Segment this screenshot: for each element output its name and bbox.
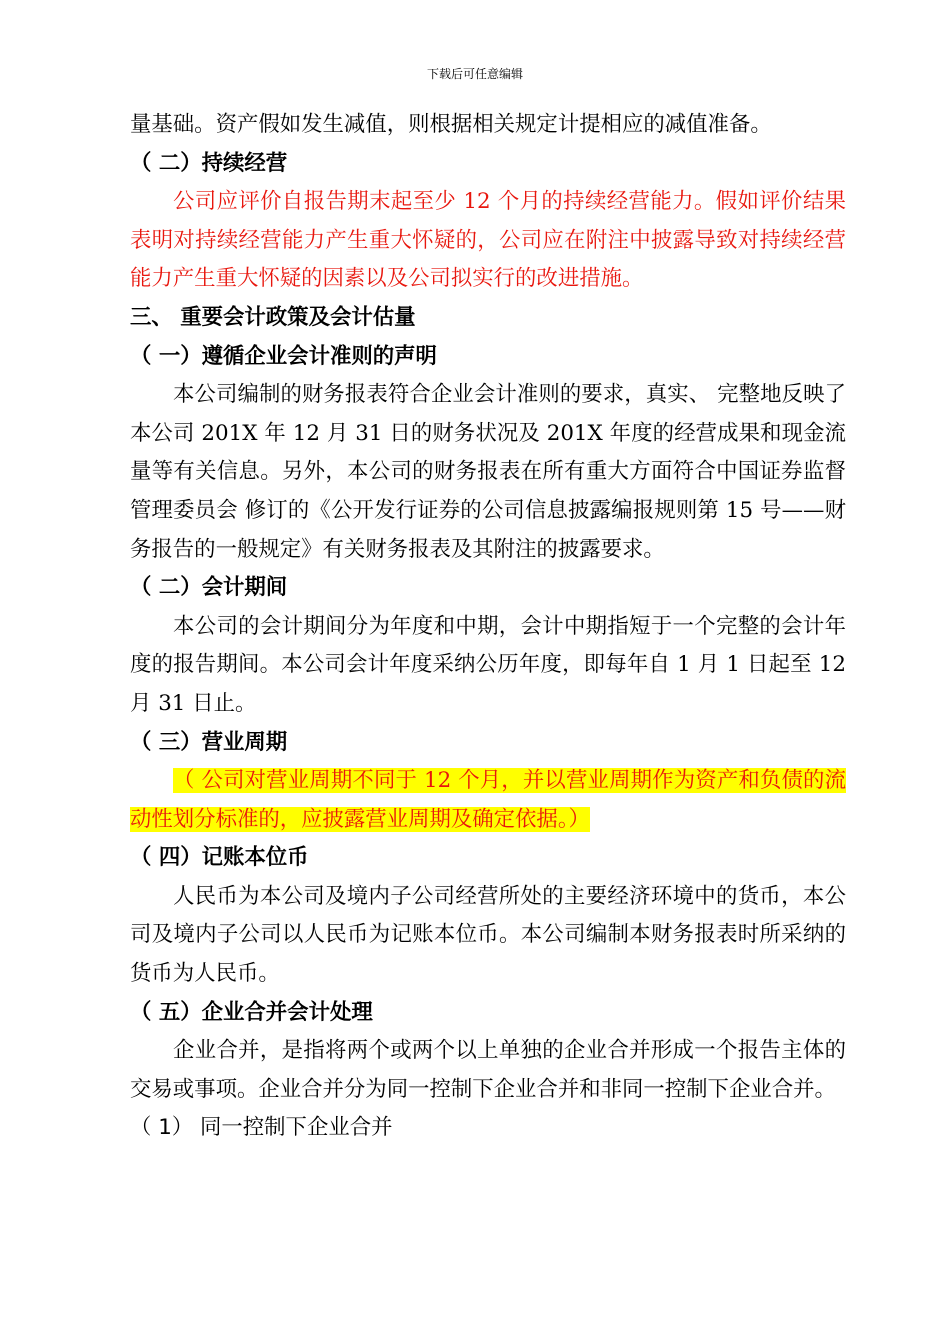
heading-same-control-combination: （ 1） 同一控制下企业合并 (130, 1115, 393, 1141)
heading-compliance-statement: （ 一）遵循企业会计准则的声明 (130, 343, 437, 369)
highlighted-note: （ 公司对营业周期不同于 12 个月，并以营业周期作为资产和负债的流动性划分标准的，应披露营业周期及确定依据。） (130, 768, 846, 832)
paragraph-compliance-statement: 本公司编制的财务报表符合企业会计准则的要求，真实、 完整地反映了本公司 201X 年 12 月 31 日的财务状况及 201X 年度的经营成果和现金流量等有关信息。另外，本公司的财务报表在所有重大方面符合中国证券监督管理委员会 修订的《公开发行证券的公司信息披露编报规则第 15 号——财务报告的一般规定》有关财务报表及其附注的披露要求。 (130, 382, 846, 562)
paragraph-accounting-period: 本公司的会计期间分为年度和中期，会计中期指短于一个完整的会计年度的报告期间。本公司会计年度采纳公历年度，即每年自 1 月 1 日起至 12 月 31 日止。 (130, 613, 846, 716)
page-header: 下载后可任意编辑 (426, 67, 523, 81)
paragraph-operating-cycle (130, 762, 846, 839)
document-body (130, 106, 846, 1148)
paragraph-going-concern: 公司应评价自报告期末起至少 12 个月的持续经营能力。假如评价结果表明对持续经营能力产生重大怀疑的，公司应在附注中披露导致对持续经营能力产生重大怀疑的因素以及公司拟实行的改进措施。 (130, 189, 846, 292)
paragraph-functional-currency: 人民币为本公司及境内子公司经营所处的主要经济环境中的货币，本公司及境内子公司以人民币为记账本位币。本公司编制本财务报表时所采纳的货币为人民币。 (130, 883, 846, 987)
paragraph-business-combination: 企业合并，是指将两个或两个以上单独的企业合并形成一个报告主体的交易或事项。企业合并分为同一控制下企业合并和非同一控制下企业合并。 (130, 1038, 846, 1102)
heading-business-combination: （ 五）企业合并会计处理 (130, 999, 373, 1025)
heading-operating-cycle: （ 三）营业周期 (130, 729, 288, 755)
paragraph-continuation: 量基础。资产假如发生减值，则根据相关规定计提相应的减值准备。 (130, 112, 772, 137)
heading-accounting-period: （ 二）会计期间 (130, 575, 288, 601)
heading-functional-currency: （ 四）记账本位币 (130, 845, 309, 871)
heading-section-3: 三、 重要会计政策及会计估量 (130, 304, 416, 330)
heading-going-concern: （ 二）持续经营 (130, 150, 288, 176)
